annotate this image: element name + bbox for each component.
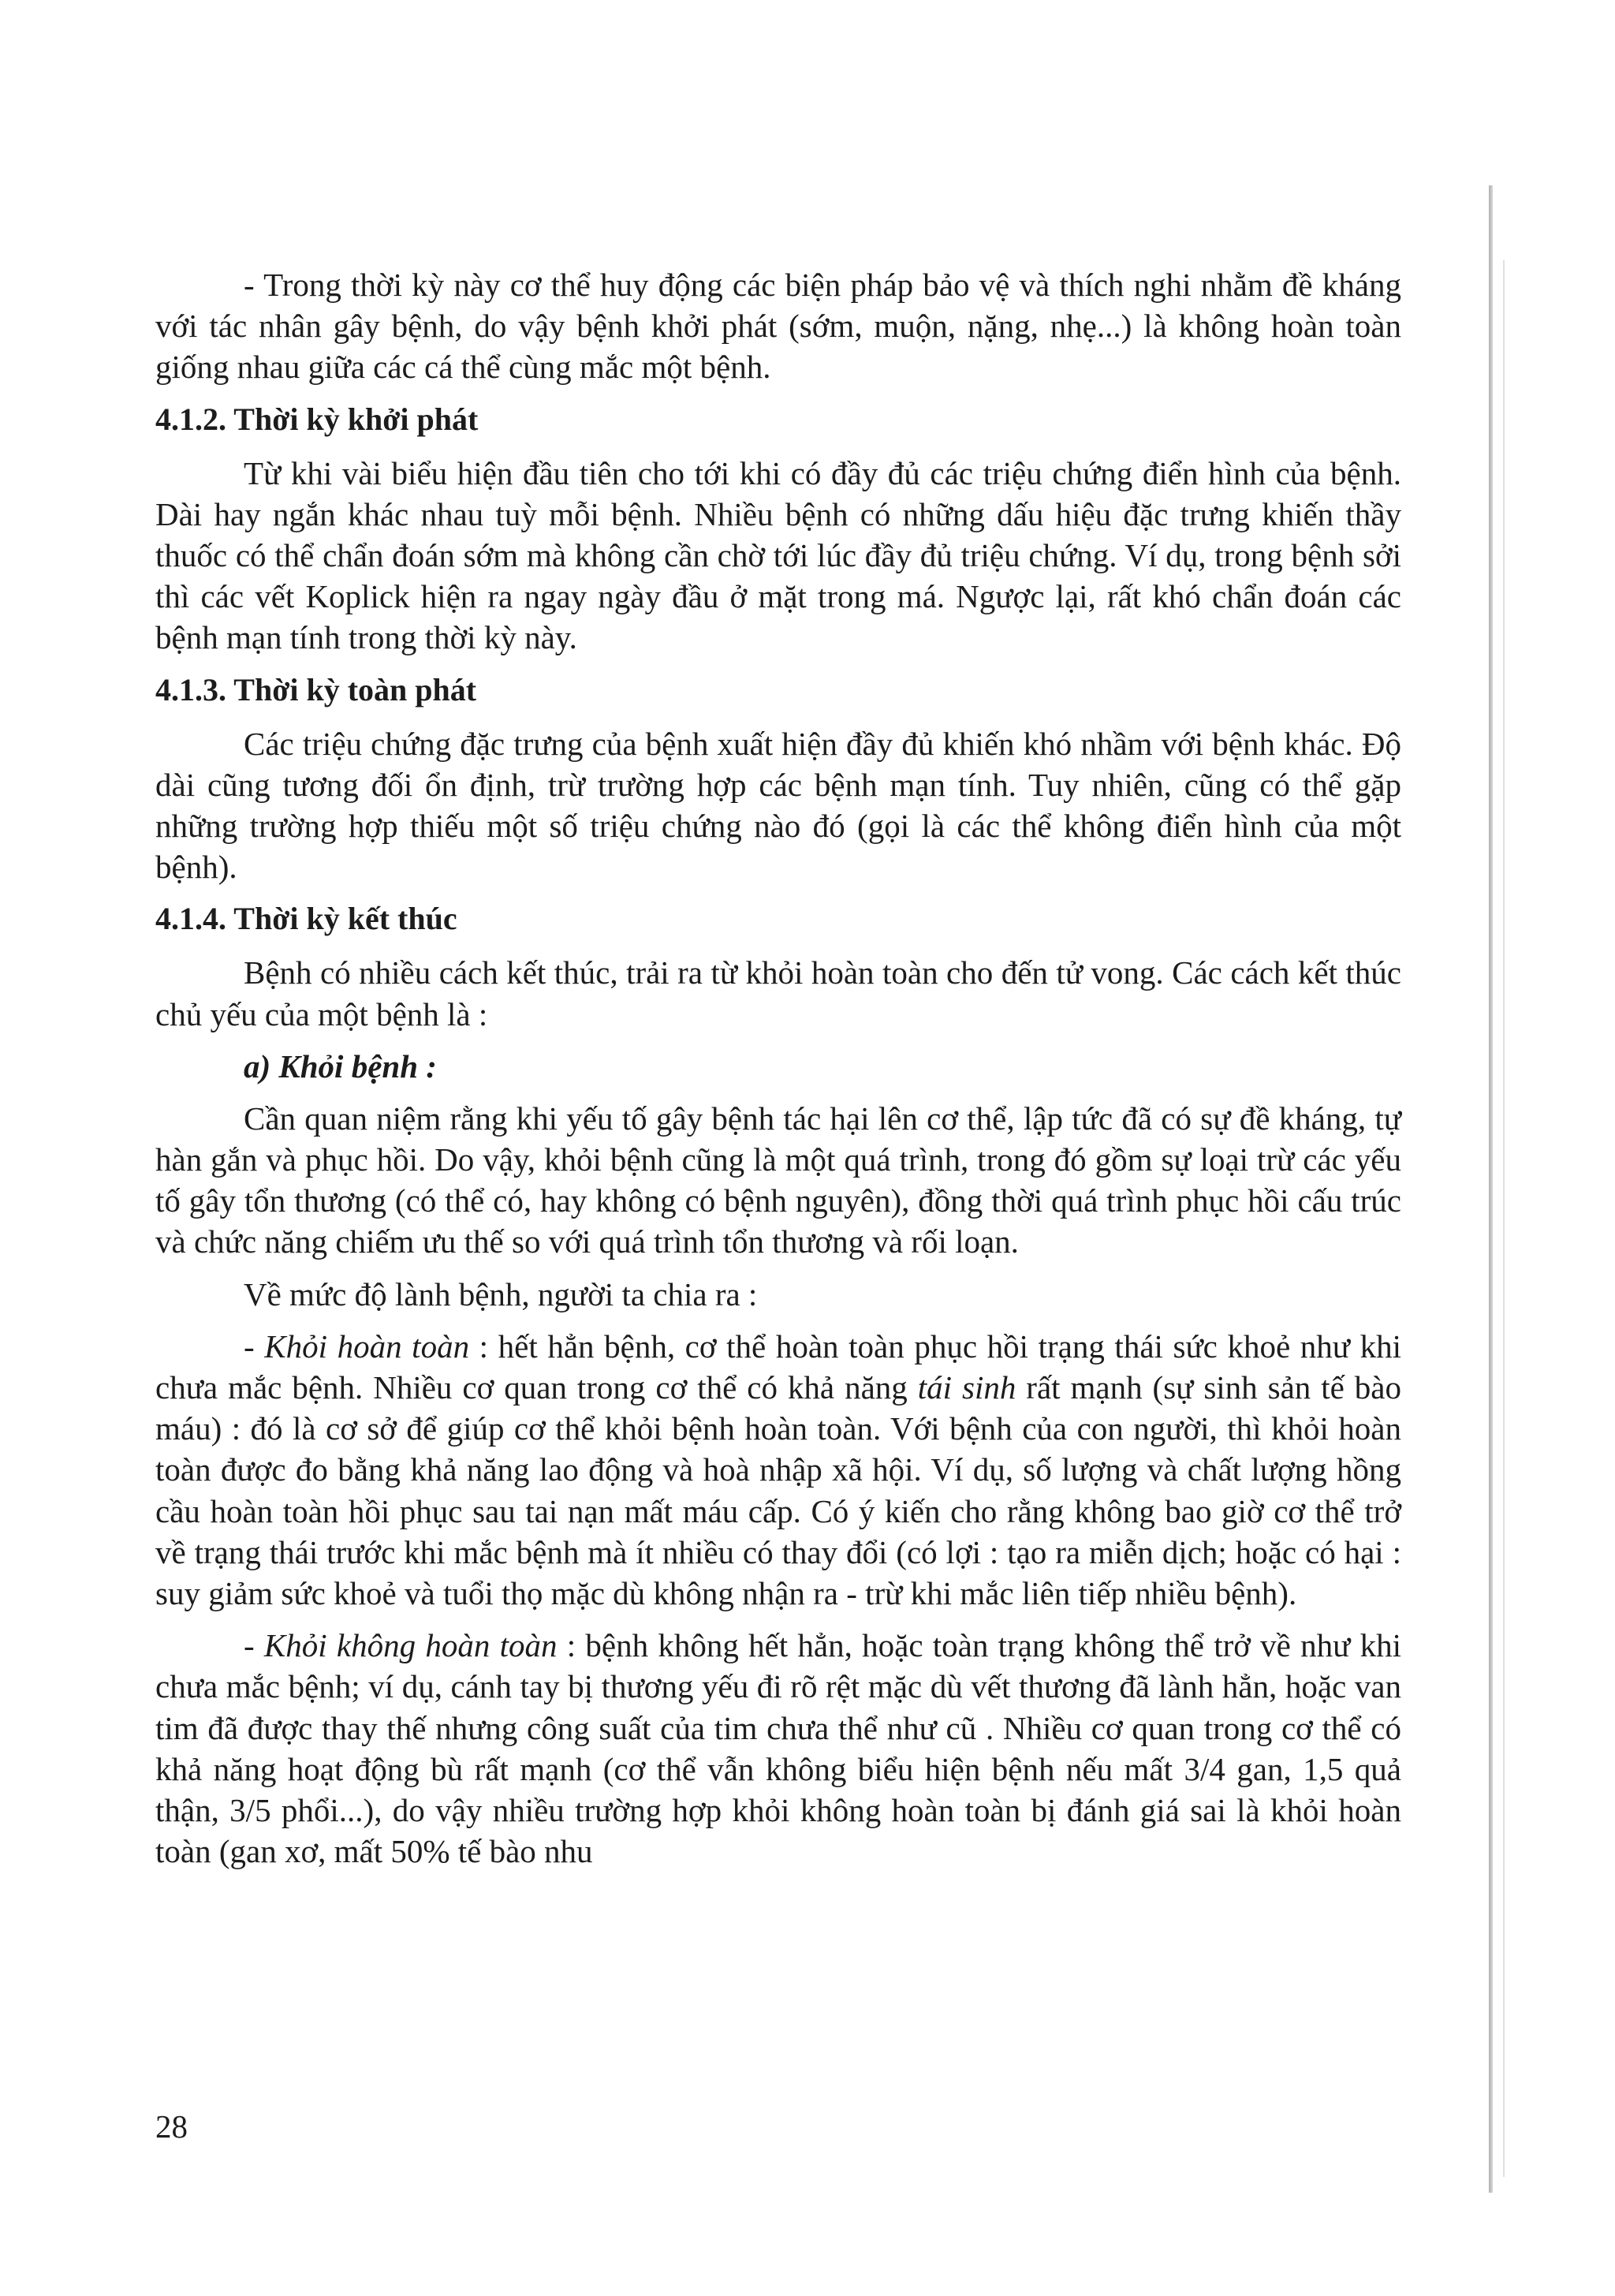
text-segment: : bệnh không hết hẳn, hoặc toàn trạng không thể trở về như khi chưa mắc bệnh; ví dụ, cánh tay bị thương yếu đi rõ rệt mặc dù vết thương đã lành hẳn, hoặc van tim đã được thay thế nhưng công suất của tim chưa thể như cũ . Nhiều cơ quan trong cơ thể có khả năng hoạt động bù rất mạnh (cơ thể vẫn không biểu hiện bệnh nếu mất 3/4 gan, 1,5 quả thận, 3/5 phổi...), do vậy nhiều trường hợp khỏi không hoàn toàn bị đánh giá sai là khỏi hoàn toàn (gan xơ, mất 50% tế bào nhu [155,1627,1402,1870]
text-segment: rất mạnh (sự sinh sản tế bào máu) : đó là cơ sở để giúp cơ thể khỏi bệnh hoàn toàn. Với bệnh của con người, thì khỏi hoàn toàn được đo bằng khả năng lao động và hoà nhập xã hội. Ví dụ, số lượng và chất lượng hồng cầu hoàn toàn hồi phục sau tai nạn mất máu cấp. Có ý kiến cho rằng không bao giờ cơ thể trở về trạng thái trước khi mắc bệnh mà ít nhiều có thay đổi (có lợi : tạo ra miễn dịch; hoặc có hại : suy giảm sức khoẻ và tuổi thọ mặc dù không nhận ra - trừ khi mắc liên tiếp nhiều bệnh). [155,1369,1402,1612]
dash-lead: - [244,1327,265,1365]
page-body [155,264,1401,1883]
heading-4-1-4: 4.1.4. Thời kỳ kết thúc [155,901,457,937]
term-khoi-khong-hoan-toan: Khỏi không hoàn toàn [263,1627,558,1664]
paragraph-toan-phat: Các triệu chứng đặc trưng của bệnh xuất hiện đầy đủ khiến khó nhầm với bệnh khác. Độ dài cũng tương đối ổn định, trừ trường hợp các bệnh mạn tính. Tuy nhiên, cũng có thể gặp những trường hợp thiếu một số triệu chứng nào đó (gọi là các thể không điển hình của một bệnh). [155,725,1401,886]
paragraph-khoi-hoan-toan [155,1326,1401,1614]
paragraph-ket-thuc: Bệnh có nhiều cách kết thúc, trải ra từ khỏi hoàn toàn cho đến tử vong. Các cách kết thúc chủ yếu của một bệnh là : [155,954,1401,1032]
page-number: 28 [155,2108,188,2145]
paragraph-khoi-benh: Cần quan niệm rằng khi yếu tố gây bệnh tác hại lên cơ thể, lập tức đã có sự đề kháng, tự hàn gắn và phục hồi. Do vậy, khỏi bệnh cũng là một quá trình, trong đó gồm sự loại trừ các yếu tố gây tổn thương (có thể có, hay không có bệnh nguyên), đồng thời quá trình phục hồi cấu trúc và chức năng chiếm ưu thế so với quá trình tổn thương và rối loạn. [155,1099,1401,1260]
dash-lead: - [244,1627,264,1664]
paragraph-muc-do: Về mức độ lành bệnh, người ta chia ra : [244,1275,758,1312]
subheading-khoi-benh: a) Khỏi bệnh : [244,1047,437,1085]
heading-4-1-2: 4.1.2. Thời kỳ khởi phát [155,401,479,437]
heading-4-1-3: 4.1.3. Thời kỳ toàn phát [155,671,477,707]
scan-page-edge-shadow [1503,260,1505,2177]
text-segment: : hết hẳn bệnh, cơ thể hoàn toàn phục hồi trạng thái sức khoẻ như khi chưa mắc bệnh. Nhiều cơ quan trong cơ thể có khả năng [155,1327,1401,1406]
term-tai-sinh: tái sinh [917,1369,1016,1406]
paragraph-intro: - Trong thời kỳ này cơ thể huy động các biện pháp bảo vệ và thích nghi nhằm đề kháng với tác nhân gây bệnh, do vậy bệnh khởi phát (sớm, muộn, nặng, nhẹ...) là không hoàn toàn giống nhau giữa các cá thể cùng mắc một bệnh. [155,267,1401,386]
scan-page-edge [1489,185,1493,2193]
term-khoi-hoan-toan: Khỏi hoàn toàn [264,1327,470,1365]
paragraph-khoi-phat: Từ khi vài biểu hiện đầu tiên cho tới khi có đầy đủ các triệu chứng điển hình của bệnh. Dài hay ngắn khác nhau tuỳ mỗi bệnh. Nhiều bệnh có những dấu hiệu đặc trưng khiến thầy thuốc có thể chẩn đoán sớm mà không cần chờ tới lúc đầy đủ triệu chứng. Ví dụ, trong bệnh sởi thì các vết Koplick hiện ra ngay ngày đầu ở mặt trong má. Ngược lại, rất khó chẩn đoán các bệnh mạn tính trong thời kỳ này. [155,454,1401,656]
paragraph-khoi-khong-hoan-toan [155,1625,1401,1872]
